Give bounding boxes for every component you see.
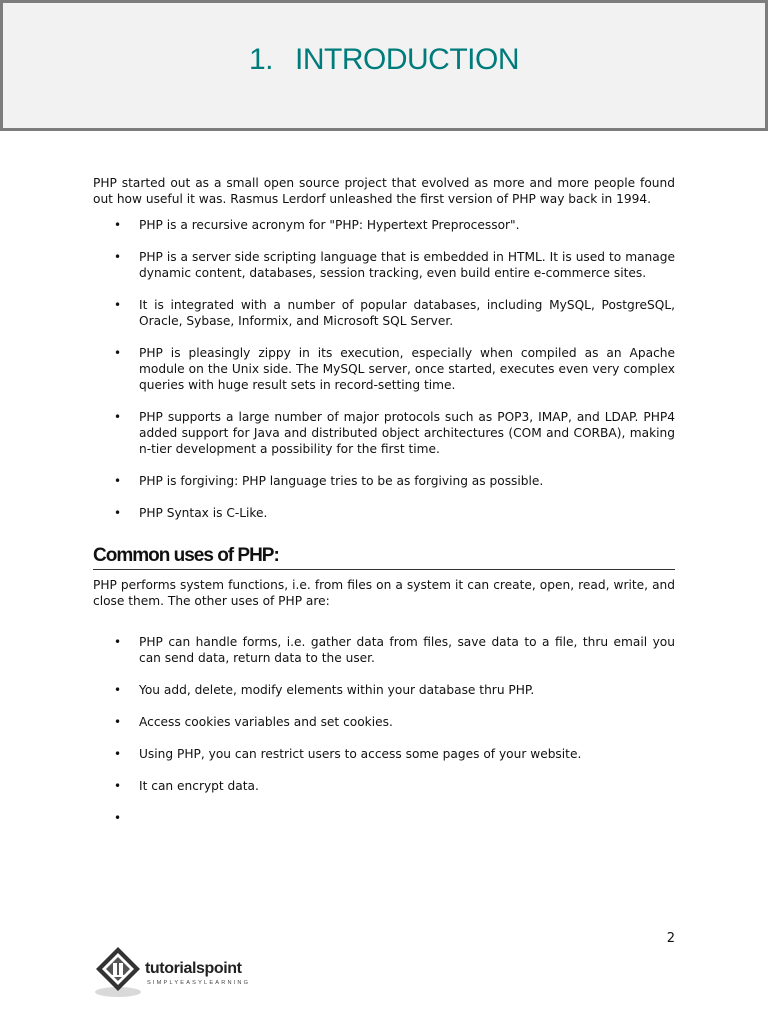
bullet-icon: •	[114, 779, 122, 793]
chapter-header	[0, 0, 768, 131]
bullet-icon: •	[114, 474, 122, 488]
logo-tagline: SIMPLYEASYLEARNING	[147, 980, 251, 986]
list-item	[93, 249, 675, 281]
list-item-text: Using PHP, you can restrict users to access some pages of your website.	[139, 747, 582, 761]
list-item-text: It can encrypt data.	[139, 779, 259, 793]
section-heading: Common uses of PHP:	[93, 545, 675, 570]
bullet-icon: •	[114, 635, 122, 649]
tutorialspoint-logo	[93, 944, 283, 1000]
list-item-text: PHP is forgiving: PHP language tries to be as forgiving as possible.	[139, 474, 544, 488]
feature-list	[93, 217, 675, 521]
list-item-text: PHP is a server side scripting language that is embedded in HTML. It is used to manage dynamic content, databases, session tracking, even build entire e-commerce sites.	[139, 250, 675, 280]
bullet-icon: •	[114, 715, 122, 729]
list-item	[93, 682, 675, 698]
list-item	[93, 505, 675, 521]
list-item-text: PHP Syntax is C-Like.	[139, 506, 268, 520]
list-item	[93, 778, 675, 794]
list-item	[93, 810, 675, 826]
bullet-icon: •	[114, 298, 122, 312]
bullet-icon: •	[114, 410, 122, 424]
list-item-text: Access cookies variables and set cookies.	[139, 715, 393, 729]
list-item-text: PHP supports a large number of major protocols such as POP3, IMAP, and LDAP. PHP4 added support for Java and distributed object architectures (COM and CORBA), making n-tier development a possibility for the first time.	[139, 410, 675, 456]
tutorialspoint-logo-icon	[93, 944, 149, 1000]
list-item	[93, 297, 675, 329]
list-item	[93, 746, 675, 762]
section-intro: PHP performs system functions, i.e. from files on a system it can create, open, read, write, and close them. The other uses of PHP are:	[93, 578, 675, 608]
bullet-icon: •	[114, 683, 122, 697]
bullet-icon: •	[114, 506, 122, 520]
intro-paragraph: PHP started out as a small open source project that evolved as more and more people found out how useful it was. Rasmus Lerdorf unleashed the first version of PHP way back in 1994.	[93, 176, 675, 206]
chapter-title	[3, 43, 765, 77]
list-item-text: It is integrated with a number of popular databases, including MySQL, PostgreSQL, Oracle, Sybase, Informix, and Microsoft SQL Server.	[139, 298, 675, 328]
list-item	[93, 217, 675, 233]
list-item	[93, 409, 675, 457]
list-item-text: PHP can handle forms, i.e. gather data from files, save data to a file, thru email you can send data, return data to the user.	[139, 635, 675, 665]
logo-text: tutorialspoint	[145, 960, 242, 977]
list-item	[93, 345, 675, 393]
bullet-icon: •	[114, 346, 122, 360]
uses-list	[93, 634, 675, 826]
page-content	[93, 175, 675, 842]
list-item-text: PHP is pleasingly zippy in its execution, especially when compiled as an Apache module on the Unix side. The MySQL server, once started, executes even very complex queries with huge result sets in record-setting time.	[139, 346, 675, 392]
bullet-icon: •	[114, 747, 122, 761]
list-item-text: You add, delete, modify elements within your database thru PHP.	[139, 683, 535, 697]
page-number: 2	[666, 931, 675, 946]
list-item	[93, 714, 675, 730]
bullet-icon: •	[114, 250, 122, 264]
chapter-title-text: INTRODUCTION	[295, 43, 519, 76]
bullet-icon: •	[114, 218, 122, 232]
list-item-text: PHP is a recursive acronym for "PHP: Hypertext Preprocessor".	[139, 218, 520, 232]
bullet-icon: •	[114, 811, 122, 825]
list-item	[93, 634, 675, 666]
list-item	[93, 473, 675, 489]
chapter-number: 1.	[248, 43, 274, 76]
